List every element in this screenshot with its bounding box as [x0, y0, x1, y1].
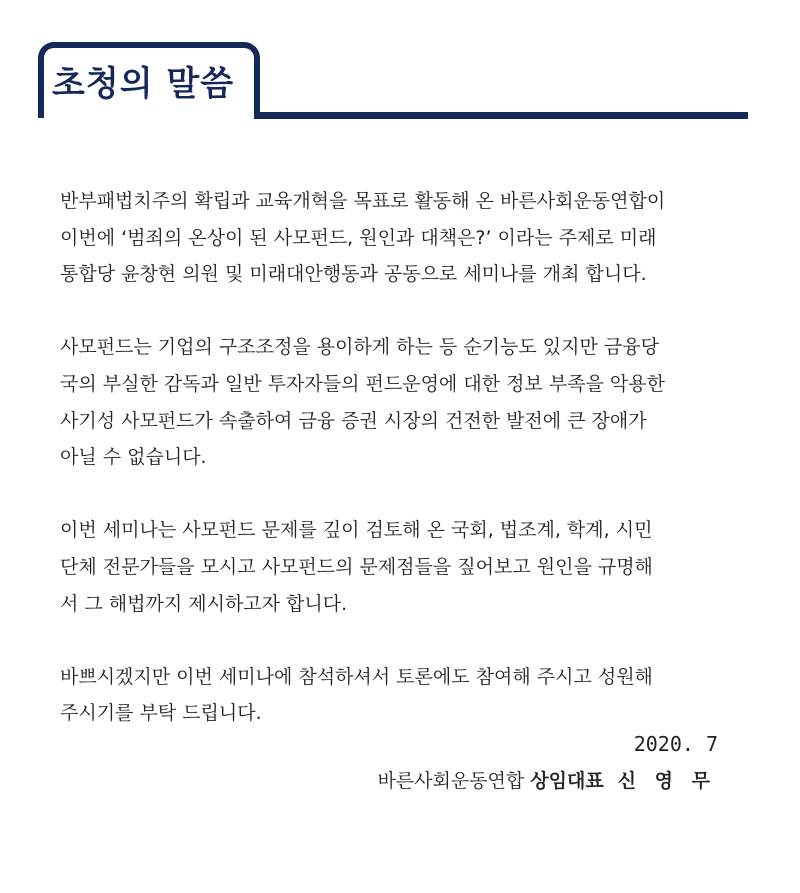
- text-line: 통합당 윤창현 의원 및 미래대안행동과 공동으로 세미나를 개최 합니다.: [60, 263, 647, 286]
- text-line: 이번에 ‘범죄의 온상이 된 사모펀드, 원인과 대책은?’ 이라는 주제로 미래: [60, 226, 657, 249]
- signature-line: [377, 766, 716, 796]
- paragraph-request: [60, 659, 760, 732]
- text-line: 사모펀드는 기업의 구조조정을 용이하게 하는 등 순기능도 있지만 금융당: [60, 336, 659, 359]
- title-underline: [254, 112, 748, 119]
- organization-name: 바른사회운동연합: [377, 770, 525, 792]
- text-line: 이번 세미나는 사모펀드 문제를 깊이 검토해 온 국회, 법조계, 학계, 시민: [60, 519, 653, 542]
- page-title: 초청의 말씀: [52, 64, 235, 104]
- text-line: 사기성 사모펀드가 속출하여 금융 증권 시장의 건전한 발전에 큰 장애가: [60, 409, 647, 432]
- text-line: 주시기를 부탁 드립니다.: [60, 702, 262, 725]
- text-line: 단체 전문가들을 모시고 사모펀드의 문제점들을 짚어보고 원인을 규명해: [60, 555, 653, 578]
- text-line: 반부패법치주의 확립과 교육개혁을 목표로 활동해 온 바른사회운동연합이: [60, 190, 666, 212]
- paragraph-background: [60, 329, 760, 475]
- invitation-body: [60, 183, 760, 769]
- paragraph-intro: [60, 183, 760, 293]
- text-line: 서 그 해법까지 제시하고자 합니다.: [60, 592, 348, 615]
- text-line: 바쁘시겠지만 이번 세미나에 참석하셔서 토론에도 참여해 주시고 성원해: [60, 665, 653, 688]
- text-line: 아닐 수 없습니다.: [60, 446, 207, 469]
- signer-position: 상임대표: [530, 770, 604, 792]
- signer-name: 신 영 무: [617, 770, 716, 792]
- text-line: 국의 부실한 감독과 일반 투자자들의 펀드운영에 대한 정보 부족을 악용한: [60, 372, 665, 395]
- paragraph-purpose: [60, 512, 760, 622]
- issue-date: 2020. 7: [633, 732, 718, 756]
